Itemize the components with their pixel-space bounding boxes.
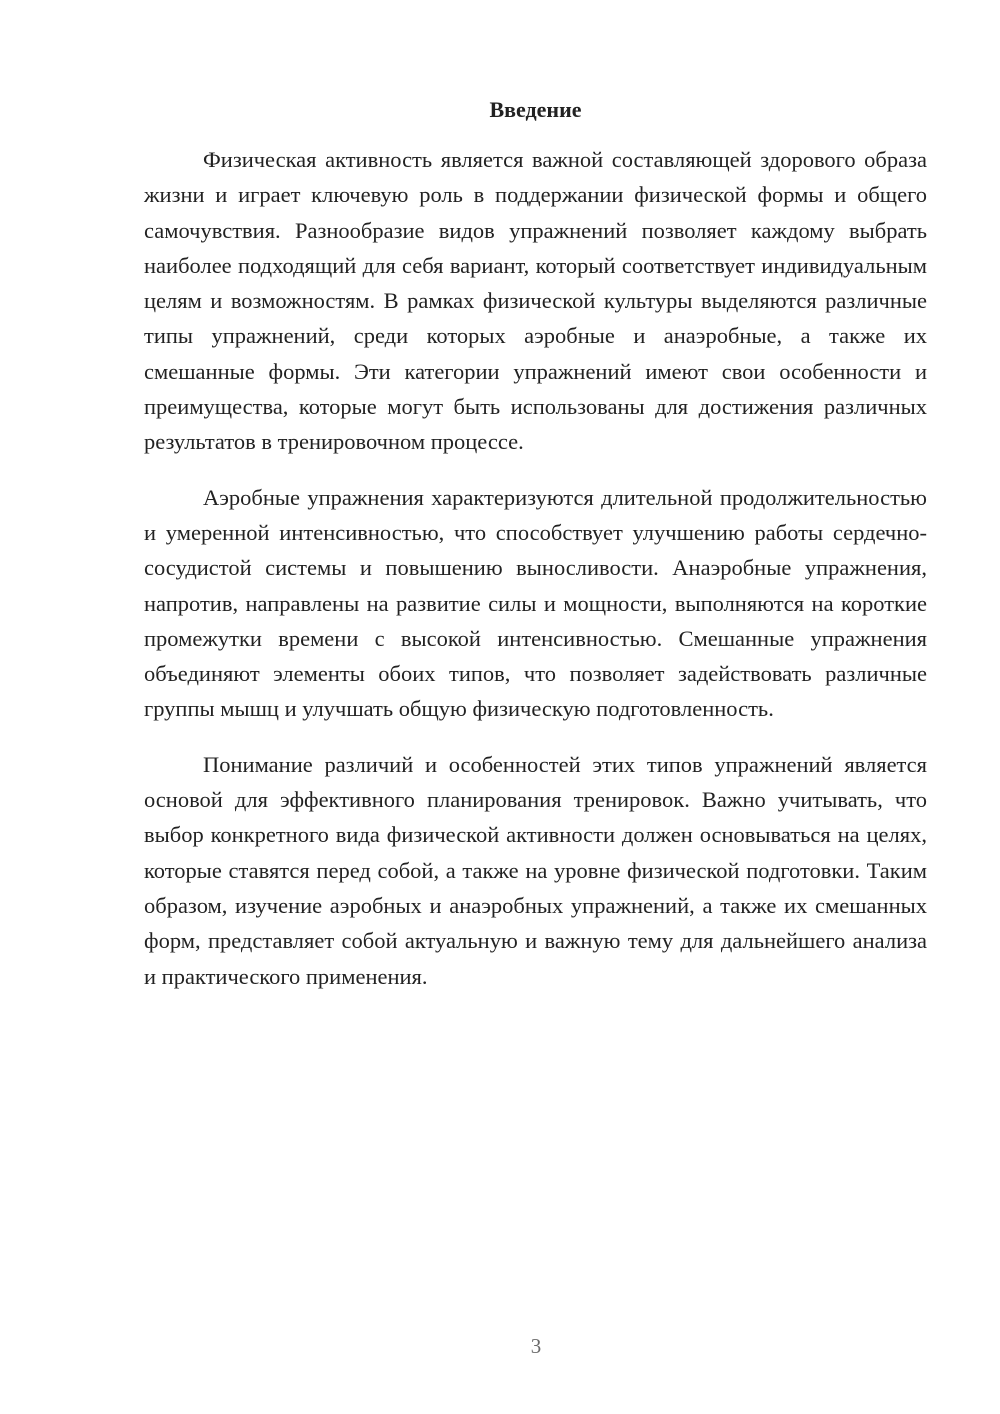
section-title: Введение bbox=[489, 97, 582, 122]
paragraph-1: Физическая активность является важной составляющей здорового образа жизни и играет ключевую роль в поддержании физической формы и общего самочувствия. Разнообразие видов упражнений позволяет каждому выбрать наиболее подходящий для себя вариант, который соответствует индивидуальным целям и возможностям. В рамках физической культуры выделяются различные типы упражнений, среди которых аэробные и анаэробные, а также их смешанные формы. Эти категории упражнений имеют свои особенности и преимущества, которые могут быть использованы для достижения различных результатов в тренировочном процессе. bbox=[144, 147, 927, 455]
page-number: 3 bbox=[530, 1334, 542, 1358]
paragraph-2: Аэробные упражнения характеризуются длительной продолжительностью и умеренной интенсивностью, что способствует улучшению работы сердечно-сосудистой системы и повышению выносливости. Анаэробные упражнения, напротив, направлены на развитие силы и мощности, выполняются на короткие промежутки времени с высокой интенсивностью. Смешанные упражнения объединяют элементы обоих типов, что позволяет задействовать различные группы мышц и улучшать общую физическую подготовленность. bbox=[144, 484, 927, 722]
page-content bbox=[144, 92, 927, 994]
paragraph-3: Понимание различий и особенностей этих типов упражнений является основой для эффективного планирования тренировок. Важно учитывать, что выбор конкретного вида физической активности должен основываться на целях, которые ставятся перед собой, а также на уровне физической подготовки. Таким образом, изучение аэробных и анаэробных упражнений, а также их смешанных форм, представляет собой актуальную и важную тему для дальнейшего анализа и практического применения. bbox=[144, 751, 927, 989]
